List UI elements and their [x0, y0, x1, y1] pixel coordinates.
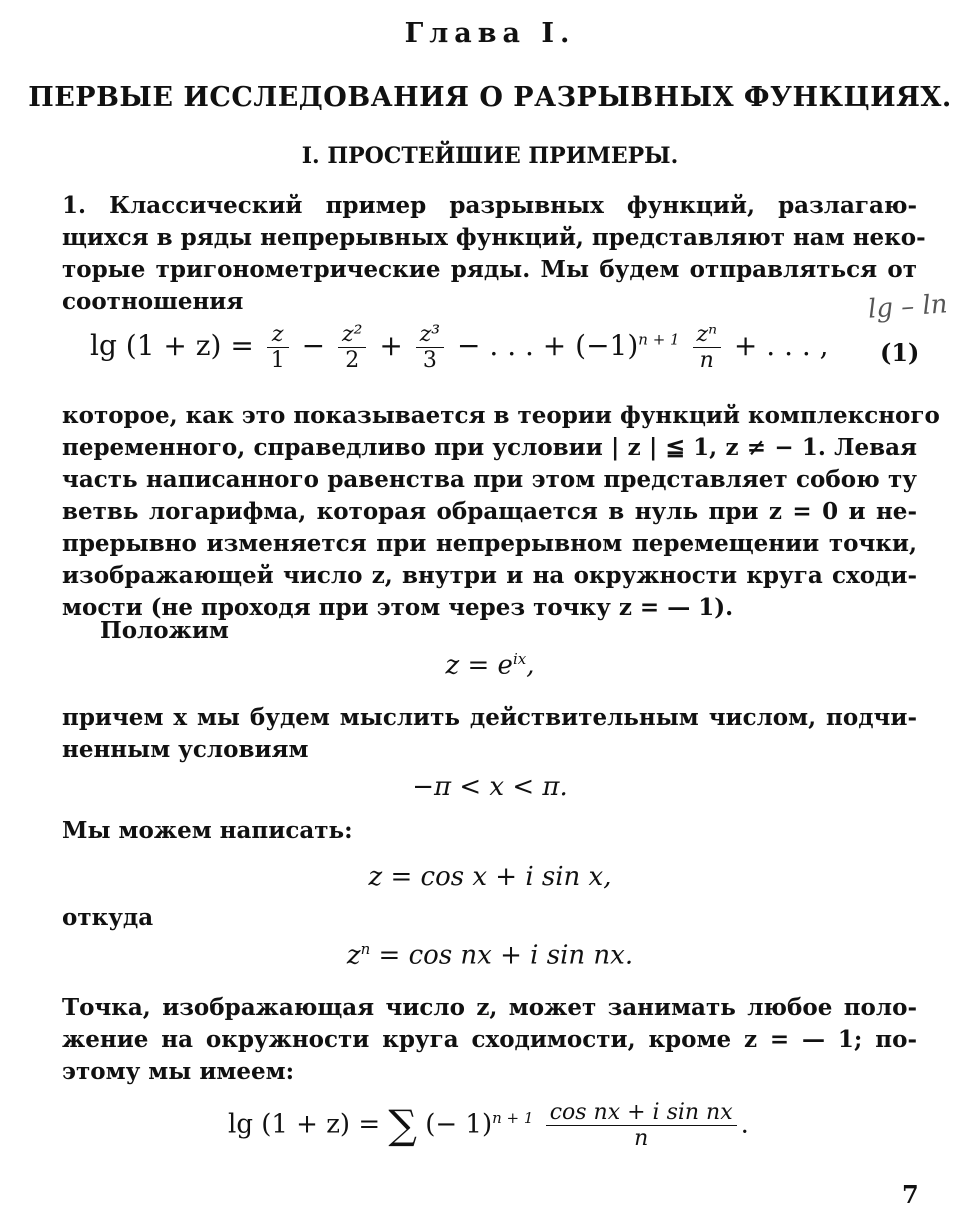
formula-tail: ,: [526, 650, 535, 681]
fraction-numerator: z³: [416, 322, 444, 348]
formula-body: = cos nx + i sin nx.: [370, 940, 634, 971]
paragraph-2: [62, 400, 940, 624]
fraction-denominator: n: [634, 1126, 649, 1151]
exponent: n + 1: [638, 330, 680, 349]
paragraph-line: часть написанного равенства при этом представляет собою ту: [62, 466, 917, 493]
exponent: n + 1: [492, 1108, 534, 1127]
formula-lhs: lg (1 + z) =: [228, 1109, 389, 1140]
paragraph-line: соотношения: [62, 288, 244, 315]
fraction-term-3: [416, 322, 444, 373]
polozhim-label: [100, 615, 400, 647]
formula-lhs: lg (1 + z) =: [90, 329, 263, 362]
formula-base: z: [346, 940, 361, 971]
fraction-denominator: n: [699, 348, 714, 373]
otkuda-line: [62, 902, 917, 934]
formula-euler: z = cos x + i sin x,: [368, 862, 612, 892]
fraction-numerator: z²: [338, 322, 366, 348]
page-number: 7: [902, 1180, 919, 1209]
chapter-heading: Глава I.: [404, 18, 576, 49]
formula-tail: + . . . ,: [733, 329, 829, 362]
paragraph-line: мости (не проходя при этом через точку z = — 1).: [62, 594, 734, 621]
operator: −: [301, 329, 326, 362]
equation-number: (1): [880, 338, 920, 367]
formula-tail: .: [740, 1109, 749, 1140]
fraction-numerator: cos nx + i sin nx: [546, 1100, 737, 1126]
paragraph-3: [62, 702, 917, 766]
fraction-denominator: 1: [270, 348, 285, 373]
my-mozhem-line: [62, 815, 917, 847]
paragraph-line: ветвь логарифма, которая обращается в нуль при z = 0 и не-: [62, 498, 917, 525]
formula-body: z = e: [445, 650, 513, 681]
fraction-term-1: [267, 322, 289, 373]
paragraph-line: прерывно изменяется при непрерывном перемещении точки,: [62, 530, 917, 557]
paragraph-line: переменного, справедливо при условии | z | ≦ 1, z ≠ − 1. Левая: [62, 434, 917, 461]
paragraph-line: 1. Классический пример разрывных функций, разлагаю-: [62, 192, 917, 219]
fraction-denominator: 2: [345, 348, 360, 373]
formula-log-series: [90, 322, 850, 373]
paragraph-line: щихся в ряды непрерывных функций, представляют нам неко-: [62, 224, 926, 251]
formula-de-moivre: [0, 940, 980, 971]
exponent: ix: [512, 650, 527, 668]
paragraph-line: торые тригонометрические ряды. Мы будем отправляться от: [62, 256, 917, 283]
paragraph-line: Точка, изображающая число z, может занимать любое поло-: [62, 994, 917, 1021]
paragraph-line: Мы можем написать:: [62, 817, 353, 844]
formula-z-exp: [0, 650, 980, 681]
part-title: ПЕРВЫЕ ИССЛЕДОВАНИЯ О РАЗРЫВНЫХ ФУНКЦИЯХ.: [28, 82, 952, 113]
fraction-numerator: z: [267, 322, 289, 348]
paragraph-line: Положим: [100, 617, 229, 644]
fraction-numerator: zⁿ: [693, 322, 722, 348]
margin-handwritten-note: lg – ln: [867, 289, 949, 325]
formula-log-sum: [228, 1100, 828, 1151]
formula-factor: (− 1): [425, 1109, 493, 1140]
summation-sign: ∑: [388, 1102, 417, 1149]
exponent: n: [360, 940, 371, 958]
paragraph-line: ненным условиям: [62, 736, 309, 763]
section-title: I. ПРОСТЕЙШИЕ ПРИМЕРЫ.: [301, 143, 679, 169]
paragraph-line: изображающей число z, внутри и на окружности круга сходи-: [62, 562, 917, 589]
formula-middle: − . . . + (−1): [457, 329, 639, 362]
fraction-term-2: [338, 322, 366, 373]
paragraph-4: [62, 992, 917, 1088]
formula-inequality: −π < x < π.: [412, 772, 568, 802]
fraction-denominator: 3: [422, 348, 437, 373]
paragraph-line: которое, как это показывается в теории функций комплексного: [62, 402, 940, 429]
paragraph-line: причем x мы будем мыслить действительным числом, подчи-: [62, 704, 917, 731]
paragraph-line: этому мы имеем:: [62, 1058, 295, 1085]
paragraph-line: жение на окружности круга сходимости, кроме z = — 1; по-: [62, 1026, 917, 1053]
fraction-sum-term: [546, 1100, 737, 1151]
operator: +: [379, 329, 403, 362]
fraction-term-n: [693, 322, 722, 373]
paragraph-line: откуда: [62, 904, 154, 931]
